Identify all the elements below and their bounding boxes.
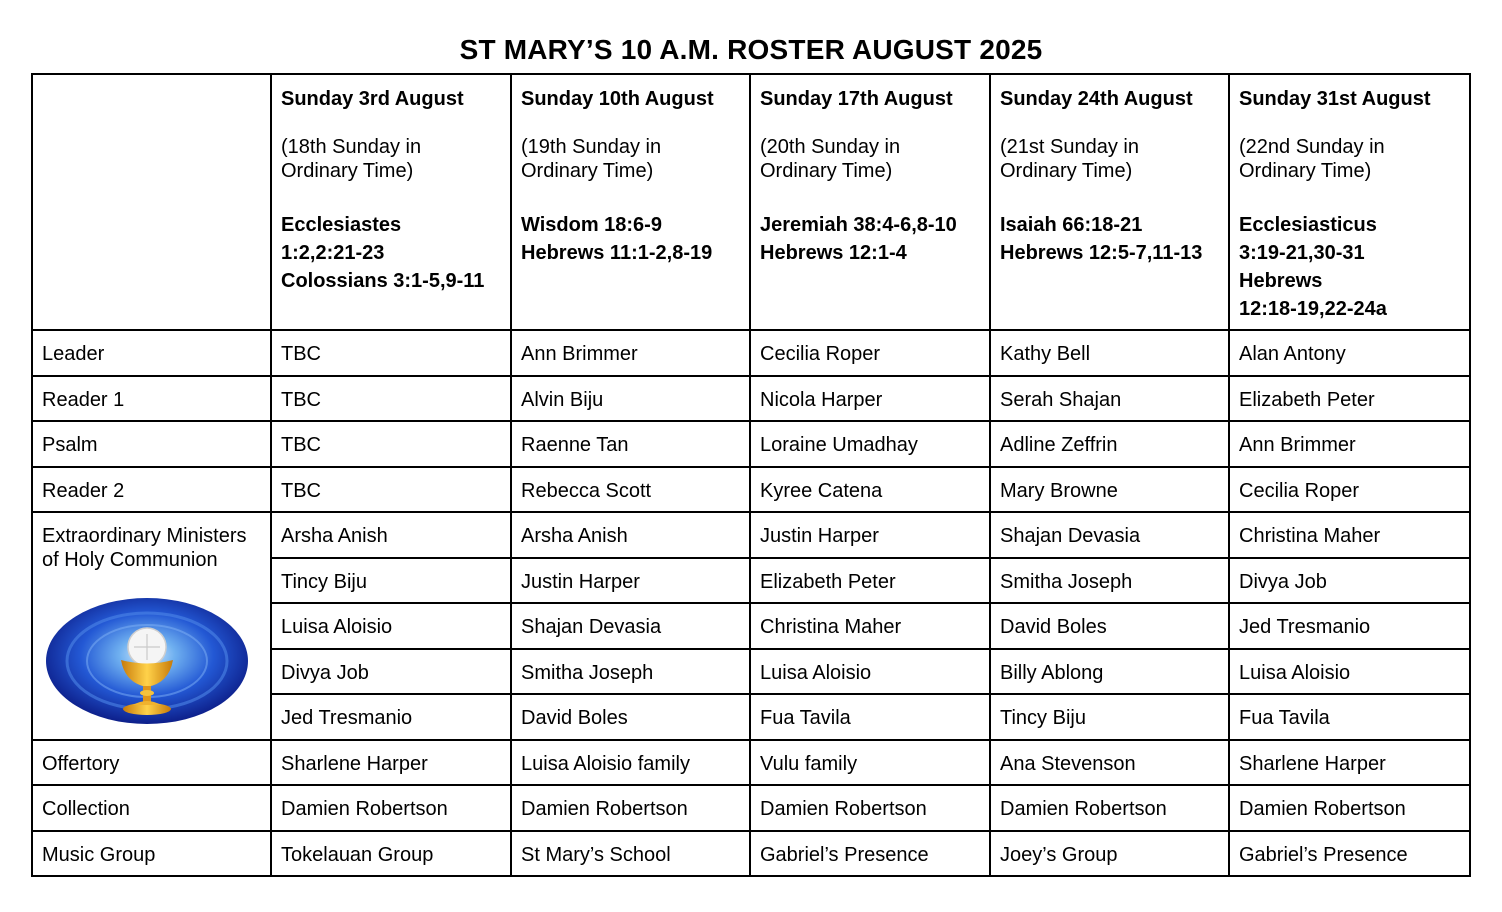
emhc-label-cell: [32, 512, 271, 740]
roster-cell: Sharlene Harper: [1229, 740, 1470, 786]
roster-cell: Jed Tresmanio: [271, 694, 511, 740]
roster-cell: Serah Shajan: [990, 376, 1229, 422]
roster-cell: Loraine Umadhay: [750, 421, 990, 467]
header-row: [32, 74, 1470, 330]
roster-cell: Mary Browne: [990, 467, 1229, 513]
roster-cell: Gabriel’s Presence: [1229, 831, 1470, 877]
roster-cell: Damien Robertson: [750, 785, 990, 831]
ordinary-time: (21st Sunday in Ordinary Time): [1000, 136, 1139, 182]
role-row-offertory: [32, 740, 1470, 786]
sunday-date: Sunday 31st August: [1239, 88, 1431, 110]
sunday-date: Sunday 10th August: [521, 88, 714, 110]
reading: Jeremiah 38:4-6,8-10: [760, 214, 957, 236]
roster-cell: Raenne Tan: [511, 421, 750, 467]
corner-cell: [32, 74, 271, 330]
roster-cell: Joey’s Group: [990, 831, 1229, 877]
roster-cell: Ann Brimmer: [1229, 421, 1470, 467]
roster-cell: Smitha Joseph: [990, 558, 1229, 604]
reading: Hebrews 12:1-4: [760, 242, 907, 264]
roster-cell: Kathy Bell: [990, 330, 1229, 376]
roster-cell: Luisa Aloisio family: [511, 740, 750, 786]
roster-cell: Ann Brimmer: [511, 330, 750, 376]
roster-cell: Cecilia Roper: [750, 330, 990, 376]
reading: 3:19-21,30-31: [1239, 242, 1365, 264]
roster-cell: TBC: [271, 467, 511, 513]
roster-cell: TBC: [271, 421, 511, 467]
reading: Hebrews 11:1-2,8-19: [521, 242, 713, 264]
roster-cell: Fua Tavila: [750, 694, 990, 740]
ordinary-time: (19th Sunday in Ordinary Time): [521, 136, 662, 182]
page-title: ST MARY’S 10 A.M. ROSTER AUGUST 2025: [459, 34, 1043, 65]
sunday-column-header: [990, 74, 1229, 330]
roster-cell: Shajan Devasia: [990, 512, 1229, 558]
roster-cell: Damien Robertson: [511, 785, 750, 831]
role-row-music-group: [32, 831, 1470, 877]
roster-cell: Gabriel’s Presence: [750, 831, 990, 877]
roster-cell: Ana Stevenson: [990, 740, 1229, 786]
roster-cell: Christina Maher: [1229, 512, 1470, 558]
role-label: Extraordinary Ministers of Holy Communion: [42, 525, 247, 571]
reading: Hebrews: [1239, 270, 1323, 292]
reading: Hebrews 12:5-7,11-13: [1000, 242, 1203, 264]
roster-cell: David Boles: [990, 603, 1229, 649]
roster-cell: Tokelauan Group: [271, 831, 511, 877]
reading: Colossians 3:1-5,9-11: [281, 270, 485, 292]
role-row-leader: [32, 330, 1470, 376]
role-row-reader-2: [32, 467, 1470, 513]
roster-cell: Alan Antony: [1229, 330, 1470, 376]
roster-cell: Divya Job: [271, 649, 511, 695]
roster-cell: Damien Robertson: [271, 785, 511, 831]
roster-cell: Arsha Anish: [511, 512, 750, 558]
role-label: Leader: [32, 330, 271, 376]
ordinary-time: (18th Sunday in Ordinary Time): [281, 136, 422, 182]
roster-cell: Jed Tresmanio: [1229, 603, 1470, 649]
role-label: Psalm: [32, 421, 271, 467]
ordinary-time: (22nd Sunday in Ordinary Time): [1239, 136, 1385, 182]
roster-cell: Nicola Harper: [750, 376, 990, 422]
roster-cell: Justin Harper: [750, 512, 990, 558]
roster-cell: Sharlene Harper: [271, 740, 511, 786]
reading: Wisdom 18:6-9: [521, 214, 662, 236]
roster-cell: Luisa Aloisio: [750, 649, 990, 695]
role-label: Reader 1: [32, 376, 271, 422]
roster-cell: Tincy Biju: [990, 694, 1229, 740]
role-row-collection: [32, 785, 1470, 831]
role-label: Offertory: [32, 740, 271, 786]
role-row-emhc: [32, 512, 1470, 558]
sunday-column-header: [271, 74, 511, 330]
roster-table: [31, 73, 1471, 877]
roster-cell: Fua Tavila: [1229, 694, 1470, 740]
roster-cell: Elizabeth Peter: [750, 558, 990, 604]
roster-cell: Cecilia Roper: [1229, 467, 1470, 513]
roster-cell: Arsha Anish: [271, 512, 511, 558]
roster-cell: Divya Job: [1229, 558, 1470, 604]
roster-cell: Tincy Biju: [271, 558, 511, 604]
ordinary-time: (20th Sunday in Ordinary Time): [760, 136, 901, 182]
roster-cell: Billy Ablong: [990, 649, 1229, 695]
roster-cell: Shajan Devasia: [511, 603, 750, 649]
role-row-reader-1: [32, 376, 1470, 422]
roster-cell: Kyree Catena: [750, 467, 990, 513]
roster-cell: Smitha Joseph: [511, 649, 750, 695]
roster-cell: TBC: [271, 376, 511, 422]
roster-cell: Damien Robertson: [990, 785, 1229, 831]
role-label: Reader 2: [32, 467, 271, 513]
roster-cell: Justin Harper: [511, 558, 750, 604]
sunday-date: Sunday 24th August: [1000, 88, 1193, 110]
roster-cell: St Mary’s School: [511, 831, 750, 877]
roster-cell: Damien Robertson: [1229, 785, 1470, 831]
reading: Isaiah 66:18-21: [1000, 214, 1143, 236]
roster-cell: David Boles: [511, 694, 750, 740]
role-row-psalm: [32, 421, 1470, 467]
roster-cell: Christina Maher: [750, 603, 990, 649]
reading: Ecclesiastes: [281, 214, 402, 236]
sunday-column-header: [511, 74, 750, 330]
roster-cell: Elizabeth Peter: [1229, 376, 1470, 422]
reading: Ecclesiasticus: [1239, 214, 1377, 236]
roster-cell: Alvin Biju: [511, 376, 750, 422]
roster-cell: Vulu family: [750, 740, 990, 786]
reading: 12:18-19,22-24a: [1239, 298, 1387, 320]
role-label: Music Group: [32, 831, 271, 877]
sunday-date: Sunday 17th August: [760, 88, 953, 110]
sunday-column-header: [1229, 74, 1470, 330]
roster-cell: Luisa Aloisio: [271, 603, 511, 649]
sunday-column-header: [750, 74, 990, 330]
roster-cell: Rebecca Scott: [511, 467, 750, 513]
sunday-date: Sunday 3rd August: [281, 88, 464, 110]
roster-cell: Adline Zeffrin: [990, 421, 1229, 467]
chalice-host-icon: [45, 597, 249, 725]
roster-cell: TBC: [271, 330, 511, 376]
role-label: Collection: [32, 785, 271, 831]
reading: 1:2,2:21-23: [281, 242, 385, 264]
roster-cell: Luisa Aloisio: [1229, 649, 1470, 695]
